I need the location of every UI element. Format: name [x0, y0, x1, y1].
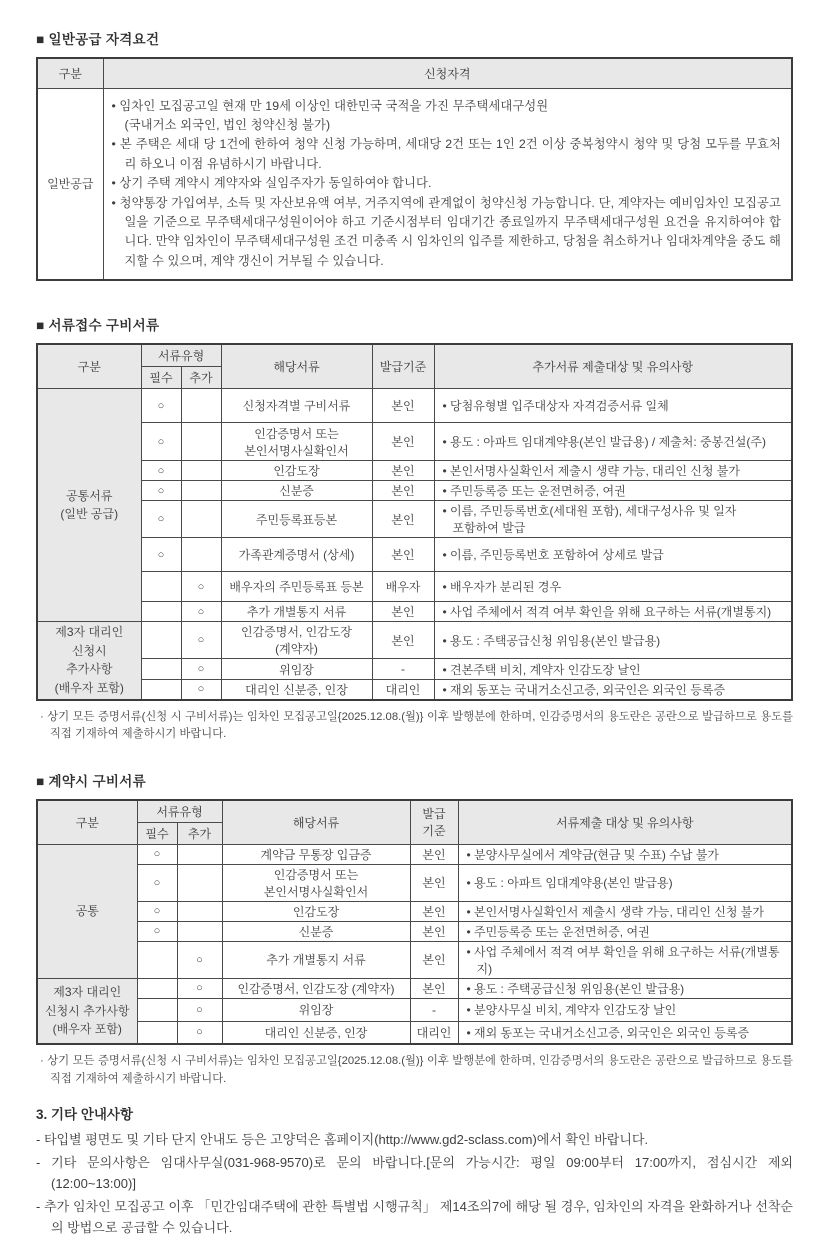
note-cell: • 분양사무실에서 계약금(현금 및 수표) 수납 불가 [458, 844, 792, 864]
required-mark-cell [137, 941, 177, 978]
doc-name-cell: 위임장 [222, 998, 410, 1021]
header-doc: 해당서류 [221, 344, 372, 389]
note-cell: • 당첨유형별 입주대상자 자격검증서류 일체 [434, 389, 792, 423]
section-gap [36, 744, 795, 770]
header-doc-type: 서류유형 [137, 800, 222, 823]
issuer-cell: 본인 [372, 389, 434, 423]
section-contract-documents [36, 770, 795, 1089]
note-cell: • 분양사무실 비치, 계약자 인감도장 날인 [458, 998, 792, 1021]
qualification-bullet: • 청약통장 가입여부, 소득 및 자산보유액 여부, 거주지역에 관계없이 청약신청 가능합니다. 단, 계약자는 예비임차인 모집공고일을 기준으로 무주택세대구성원이어야 하고 기준시점부터 임대기간 종료일까지 무주택세대구성원 요건을 유지하여야 합니다. 만약 임차인이 무주택세대구성원 조건 미충족 시 임차인의 입주를 제한하고, 당첨을 취소하거나 임대차계약을 중도 해지할 수 있으며, 계약 갱신이 거부될 수 있습니다. [111, 195, 781, 268]
table-row [37, 679, 792, 700]
issuer-cell: 본인 [372, 423, 434, 461]
section-gap [36, 1088, 795, 1103]
section-title-application-documents: ■ 서류접수 구비서류 [36, 318, 160, 334]
additional-mark-cell [177, 901, 222, 921]
notice-item: - 추가 임차인 모집공고 이후 「민간임대주택에 관한 특별법 시행규칙」 제14조의7에 해당 될 경우, 임차인의 자격을 완화하거나 선착순의 방법으로 공급할 수 있습니다. [36, 1199, 793, 1236]
issuer-cell: 본인 [372, 461, 434, 481]
note-cell: • 주민등록증 또는 운전면허증, 여권 [434, 481, 792, 501]
note-cell: • 용도 : 아파트 임대계약용(본인 발급용) [458, 864, 792, 901]
group-label-third-party: 제3자 대리인 신청시 추가사항 (배우자 포함) [37, 622, 141, 700]
additional-mark-cell: ○ [177, 978, 222, 998]
table-row [37, 978, 792, 998]
required-mark-cell [141, 659, 181, 679]
section-gap [36, 281, 795, 314]
note-cell: • 이름, 주민등록번호(세대원 포함), 세대구성사유 및 일자 포함하여 발급 [434, 501, 792, 538]
contract-documents-table [36, 799, 793, 1046]
header-required: 필수 [137, 822, 177, 844]
required-mark-cell: ○ [141, 501, 181, 538]
additional-mark-cell: ○ [177, 941, 222, 978]
table-row [37, 901, 792, 921]
additional-mark-cell: ○ [181, 659, 221, 679]
qualification-bullet: • 본 주택은 세대 당 1건에 한하여 청약 신청 가능하며, 세대당 2건 또는 1인 2건 이상 중복청약시 청약 및 당첨 모두를 무효처리 하오니 이점 유념하시기 바랍니다. [111, 137, 781, 171]
doc-name-cell: 신분증 [222, 921, 410, 941]
header-qualification: 신청자격 [103, 58, 792, 88]
doc-name-cell: 신분증 [221, 481, 372, 501]
section-title-other-notices: 3. 기타 안내사항 [36, 1107, 134, 1123]
group-label-common-docs: 공통서류 (일반 공급) [37, 389, 141, 622]
table-row [37, 572, 792, 602]
issuer-cell: 배우자 [372, 572, 434, 602]
issuer-cell: 본인 [410, 921, 458, 941]
header-note: 서류제출 대상 및 유의사항 [458, 800, 792, 845]
section-title-general-supply: ■ 일반공급 자격요건 [36, 32, 160, 47]
table-row [37, 864, 792, 901]
issuer-cell: 본인 [372, 622, 434, 659]
required-mark-cell [137, 1021, 177, 1044]
footnote-contract-documents: · 상기 모든 증명서류(신청 시 구비서류)는 임차인 모집공고일{2025.12.08.(월)} 이후 발행분에 한하며, 인감증명서의 용도란은 공란으로 발급하므로 용도를 직접 기재하여 제출하시기 바랍니다. [40, 1055, 793, 1085]
header-required: 필수 [141, 367, 181, 389]
issuer-cell: 본인 [410, 901, 458, 921]
required-mark-cell: ○ [137, 844, 177, 864]
section-title-contract-documents: ■ 계약시 구비서류 [36, 773, 146, 789]
footnote-application-documents: · 상기 모든 증명서류(신청 시 구비서류)는 임차인 모집공고일{2025.12.08.(월)} 이후 발행분에 한하며, 인감증명서의 용도란은 공란으로 발급하므로 용도를 직접 기재하여 제출하시기 바랍니다. [40, 710, 793, 741]
issuer-cell: 본인 [410, 941, 458, 978]
note-cell: • 재외 동포는 국내거소신고증, 외국인은 외국인 등록증 [434, 679, 792, 700]
required-mark-cell: ○ [141, 538, 181, 572]
note-cell: • 배우자가 분리된 경우 [434, 572, 792, 602]
doc-name-cell: 계약금 무통장 입금증 [222, 844, 410, 864]
table-row [37, 998, 792, 1021]
note-cell: • 견본주택 비치, 계약자 인감도장 날인 [434, 659, 792, 679]
doc-name-cell: 신청자격별 구비서류 [221, 389, 372, 423]
doc-name-cell: 위임장 [221, 659, 372, 679]
doc-name-cell: 배우자의 주민등록표 등본 [221, 572, 372, 602]
header-gubun: 구분 [37, 800, 137, 845]
note-cell: • 용도 : 아파트 임대계약용(본인 발급용) / 제출처: 중봉건설(주) [434, 423, 792, 461]
note-cell: • 본인서명사실확인서 제출시 생략 가능, 대리인 신청 불가 [434, 461, 792, 481]
issuer-cell: 본인 [410, 844, 458, 864]
table-header-row [37, 800, 792, 823]
required-mark-cell [137, 978, 177, 998]
issuer-cell: 대리인 [372, 679, 434, 700]
note-cell: • 이름, 주민등록번호 포함하여 상세로 발급 [434, 538, 792, 572]
table-row [37, 659, 792, 679]
required-mark-cell: ○ [141, 423, 181, 461]
issuer-cell: - [372, 659, 434, 679]
additional-mark-cell [177, 921, 222, 941]
additional-mark-cell: ○ [181, 622, 221, 659]
group-label-common: 공통 [37, 844, 137, 978]
doc-name-cell: 인감증명서 또는 본인서명사실확인서 [221, 423, 372, 461]
note-cell: • 용도 : 주택공급신청 위임용(본인 발급용) [434, 622, 792, 659]
header-gubun: 구분 [37, 58, 103, 88]
header-doc: 해당서류 [222, 800, 410, 845]
table-row [37, 921, 792, 941]
doc-name-cell: 인감도장 [222, 901, 410, 921]
issuer-cell: - [410, 998, 458, 1021]
table-row [37, 602, 792, 622]
additional-mark-cell: ○ [181, 572, 221, 602]
issuer-cell: 본인 [372, 538, 434, 572]
note-cell: • 본인서명사실확인서 제출시 생략 가능, 대리인 신청 불가 [458, 901, 792, 921]
header-doc-type: 서류유형 [141, 344, 221, 367]
doc-name-cell: 인감증명서 또는 본인서명사실확인서 [222, 864, 410, 901]
additional-mark-cell: ○ [177, 1021, 222, 1044]
header-additional: 추가 [181, 367, 221, 389]
header-issuer: 발급기준 [372, 344, 434, 389]
issuer-cell: 본인 [410, 864, 458, 901]
table-row [37, 538, 792, 572]
table-row [37, 481, 792, 501]
required-mark-cell [141, 572, 181, 602]
doc-name-cell: 인감증명서, 인감도장 (계약자) [222, 978, 410, 998]
notice-item: - 기타 문의사항은 임대사무실(031-968-9570)로 문의 바랍니다.[문의 가능시간: 평일 09:00부터 17:00까지, 점심시간 제외(12:00~13:00)] [36, 1155, 793, 1192]
section-application-documents [36, 314, 795, 743]
required-mark-cell: ○ [137, 864, 177, 901]
additional-mark-cell: ○ [177, 998, 222, 1021]
qualification-bullet: • 임차인 모집공고일 현재 만 19세 이상인 대한민국 국적을 가진 무주택세대구성원 (국내거소 외국인, 법인 청약신청 불가) [111, 98, 549, 132]
additional-mark-cell [177, 864, 222, 901]
issuer-cell: 본인 [372, 602, 434, 622]
doc-name-cell: 가족관계증명서 (상세) [221, 538, 372, 572]
application-documents-table [36, 343, 793, 700]
note-cell: • 사업 주체에서 적격 여부 확인을 위해 요구하는 서류(개별통지) [458, 941, 792, 978]
group-label-third-party: 제3자 대리인 신청시 추가사항 (배우자 포함) [37, 978, 137, 1044]
notice-item: - 타입별 평면도 및 기타 단지 안내도 등은 고양덕은 홈페이지(http://www.gd2-sclass.com)에서 확인 바랍니다. [36, 1132, 649, 1148]
table-row [37, 423, 792, 461]
required-mark-cell [141, 602, 181, 622]
qualification-text-cell [103, 88, 792, 280]
section-other-notices [36, 1103, 795, 1238]
doc-name-cell: 대리인 신분증, 인장 [221, 679, 372, 700]
note-cell: • 용도 : 주택공급신청 위임용(본인 발급용) [458, 978, 792, 998]
required-mark-cell [137, 998, 177, 1021]
additional-mark-cell [181, 501, 221, 538]
doc-name-cell: 추가 개별통지 서류 [221, 602, 372, 622]
section-general-supply [36, 28, 795, 281]
table-row [37, 941, 792, 978]
general-supply-qualification-table [36, 57, 793, 281]
table-header-row [37, 58, 792, 88]
header-gubun: 구분 [37, 344, 141, 389]
required-mark-cell: ○ [137, 921, 177, 941]
issuer-cell: 대리인 [410, 1021, 458, 1044]
additional-mark-cell [181, 423, 221, 461]
required-mark-cell [141, 679, 181, 700]
doc-name-cell: 인감도장 [221, 461, 372, 481]
header-additional: 추가 [177, 822, 222, 844]
table-row [37, 622, 792, 659]
table-row [37, 844, 792, 864]
required-mark-cell [141, 622, 181, 659]
note-cell: • 사업 주체에서 적격 여부 확인을 위해 요구하는 서류(개별통지) [434, 602, 792, 622]
note-cell: • 주민등록증 또는 운전면허증, 여권 [458, 921, 792, 941]
row-label-general-supply: 일반공급 [37, 88, 103, 280]
table-row [37, 88, 792, 280]
required-mark-cell: ○ [141, 389, 181, 423]
issuer-cell: 본인 [372, 501, 434, 538]
table-header-row [37, 344, 792, 367]
additional-mark-cell [181, 389, 221, 423]
additional-mark-cell: ○ [181, 679, 221, 700]
issuer-cell: 본인 [410, 978, 458, 998]
header-note: 추가서류 제출대상 및 유의사항 [434, 344, 792, 389]
doc-name-cell: 대리인 신분증, 인장 [222, 1021, 410, 1044]
doc-name-cell: 주민등록표등본 [221, 501, 372, 538]
required-mark-cell: ○ [141, 461, 181, 481]
required-mark-cell: ○ [137, 901, 177, 921]
additional-mark-cell [181, 461, 221, 481]
additional-mark-cell [181, 481, 221, 501]
required-mark-cell: ○ [141, 481, 181, 501]
issuer-cell: 본인 [372, 481, 434, 501]
additional-mark-cell [181, 538, 221, 572]
table-row [37, 461, 792, 481]
doc-name-cell: 추가 개별통지 서류 [222, 941, 410, 978]
note-cell: • 재외 동포는 국내거소신고증, 외국인은 외국인 등록증 [458, 1021, 792, 1044]
table-row [37, 1021, 792, 1044]
header-issuer: 발급 기준 [410, 800, 458, 845]
additional-mark-cell: ○ [181, 602, 221, 622]
qualification-bullet: • 상기 주택 계약시 계약자와 실임주자가 동일하여야 합니다. [111, 176, 432, 191]
table-row [37, 501, 792, 538]
table-row [37, 389, 792, 423]
doc-name-cell: 인감증명서, 인감도장 (계약자) [221, 622, 372, 659]
additional-mark-cell [177, 844, 222, 864]
